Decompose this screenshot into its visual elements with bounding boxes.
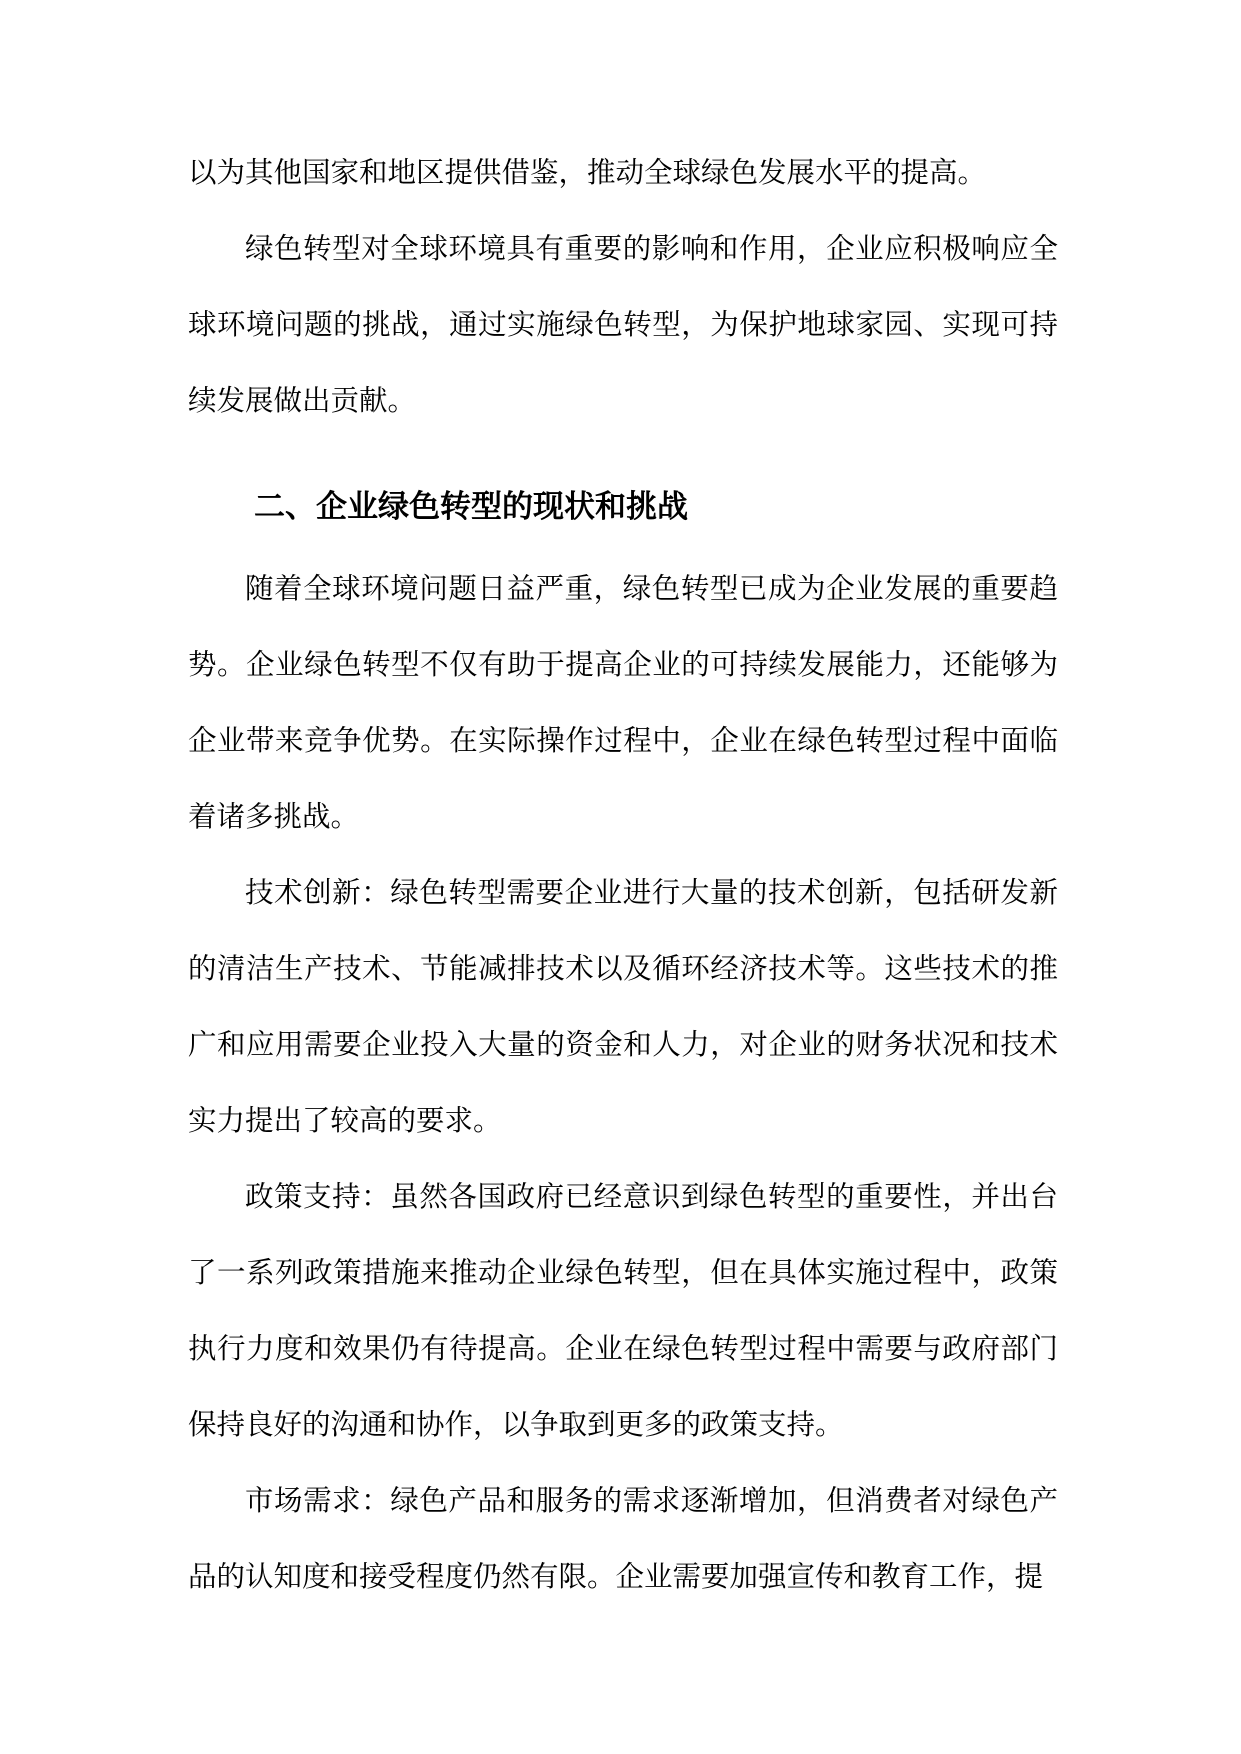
paragraph-market-demand: 市场需求：绿色产品和服务的需求逐渐增加，但消费者对绿色产品的认知度和接受程度仍然有限。企业需要加强宣传和教育工作，提 xyxy=(188,1484,1058,1593)
paragraph-policy-support: 政策支持：虽然各国政府已经意识到绿色转型的重要性，并出台了一系列政策措施来推动企业绿色转型，但在具体实施过程中，政策执行力度和效果仍有待提高。企业在绿色转型过程中需要与政府部门保持良好的沟通和协作，以争取到更多的政策支持。 xyxy=(188,1180,1058,1441)
section-heading: 二、企业绿色转型的现状和挑战 xyxy=(254,489,688,525)
paragraph-continuation: 以为其他国家和地区提供借鉴，推动全球绿色发展水平的提高。 xyxy=(188,156,987,189)
paragraph-tech-innovation: 技术创新：绿色转型需要企业进行大量的技术创新，包括研发新的清洁生产技术、节能减排技术以及循环经济技术等。这些技术的推广和应用需要企业投入大量的资金和人力，对企业的财务状况和技术实力提出了较高的要求。 xyxy=(188,876,1058,1137)
paragraph-global-environment: 绿色转型对全球环境具有重要的影响和作用，企业应积极响应全球环境问题的挑战，通过实施绿色转型，为保护地球家园、实现可持续发展做出贡献。 xyxy=(188,232,1058,417)
paragraph-trend: 随着全球环境问题日益严重，绿色转型已成为企业发展的重要趋势。企业绿色转型不仅有助于提高企业的可持续发展能力，还能够为企业带来竞争优势。在实际操作过程中，企业在绿色转型过程中面临着诸多挑战。 xyxy=(188,572,1058,833)
